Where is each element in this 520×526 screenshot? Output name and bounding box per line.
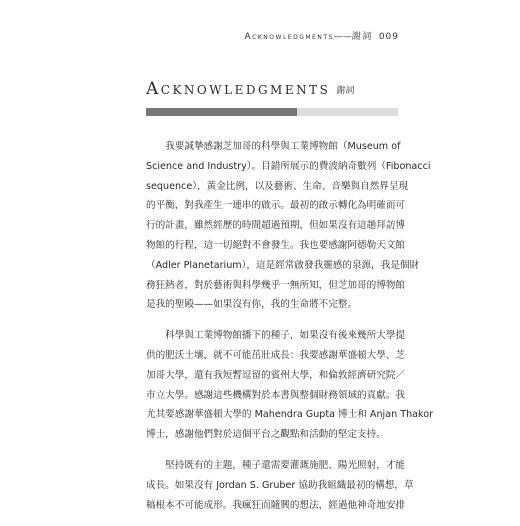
chapter-title-zh: 謝詞 <box>336 86 355 96</box>
body-line: 供的肥沃土壤，就不可能茁壯成長：我要感謝華盛頓大學、芝 <box>146 349 406 361</box>
running-head-title-en: Acknowledgments <box>244 32 334 42</box>
page-number: 009 <box>378 32 399 42</box>
body-line: （Adler Planetarium），這是經常啟發我靈感的泉源，我是個財 <box>146 259 420 271</box>
body-line: 博士，感謝他們對於這個平台之觀點和活動的堅定支持。 <box>146 429 386 441</box>
body-line: 成長。如果沒有 Jordan S. Gruber 協助我組織最初的構想，草 <box>146 479 414 491</box>
body-line: 加哥大學，還有我短暫逗留的賓州大學，和倫敦經濟研究院／ <box>146 369 406 381</box>
chapter-heading <box>146 79 354 99</box>
running-head-separator: —— <box>333 32 352 42</box>
body-line: 是我的聖殿——如果沒有你，我的生命將不完整。 <box>146 299 358 311</box>
body-paragraph <box>146 326 434 445</box>
body-line: 的平衡，對我產生一連串的啟示。最初的啟示轉化為明確而可 <box>146 200 406 212</box>
body-line: sequence），黃金比例，以及藝術、生命、音樂與自然界呈現 <box>146 180 409 192</box>
body-line: 我要誠摯感謝芝加哥的科學與工業博物館（Museum of <box>146 141 401 152</box>
body-line: 堅持既有的主題，種子還需要灌溉施肥、陽光照射，才能 <box>146 459 406 471</box>
body-line: 物館的行程，這一切絕對不會發生。我也要感謝阿德勒天文館 <box>146 239 406 251</box>
body-paragraph <box>146 137 431 315</box>
body-line: 務狂熱者，對於藝術與科學幾乎一無所知，但芝加哥的博物館 <box>146 279 406 291</box>
body-line: 尤其要感謝華盛頓大學的 Mahendra Gupta 博士和 Anjan Thakor <box>146 409 434 421</box>
running-head <box>245 29 399 42</box>
chapter-title-en: Acknowledgments <box>146 79 331 99</box>
body-text <box>146 137 434 526</box>
body-paragraph <box>146 456 414 515</box>
body-line: 行的計畫，雖然經歷的時間超過預期，但如果沒有這趟拜訪博 <box>146 220 406 232</box>
body-line: 科學與工業博物館播下的種子，如果沒有後來幾所大學提 <box>146 330 406 342</box>
body-line: 市立大學。感謝這些機構對於本書與整個財務領域的貢獻。我 <box>146 389 406 401</box>
body-line: Science and Industry）。目錯所展示的費波納奇數列（Fibonacci <box>146 160 431 172</box>
running-head-title-zh: 謝詞 <box>351 32 373 42</box>
body-line: 稿根本不可能成形。我瘋狂而隨興的想法，經過他神奇地安排 <box>146 499 406 511</box>
heading-underline-bar <box>146 108 398 116</box>
heading-underline-bar-fill <box>146 108 297 116</box>
